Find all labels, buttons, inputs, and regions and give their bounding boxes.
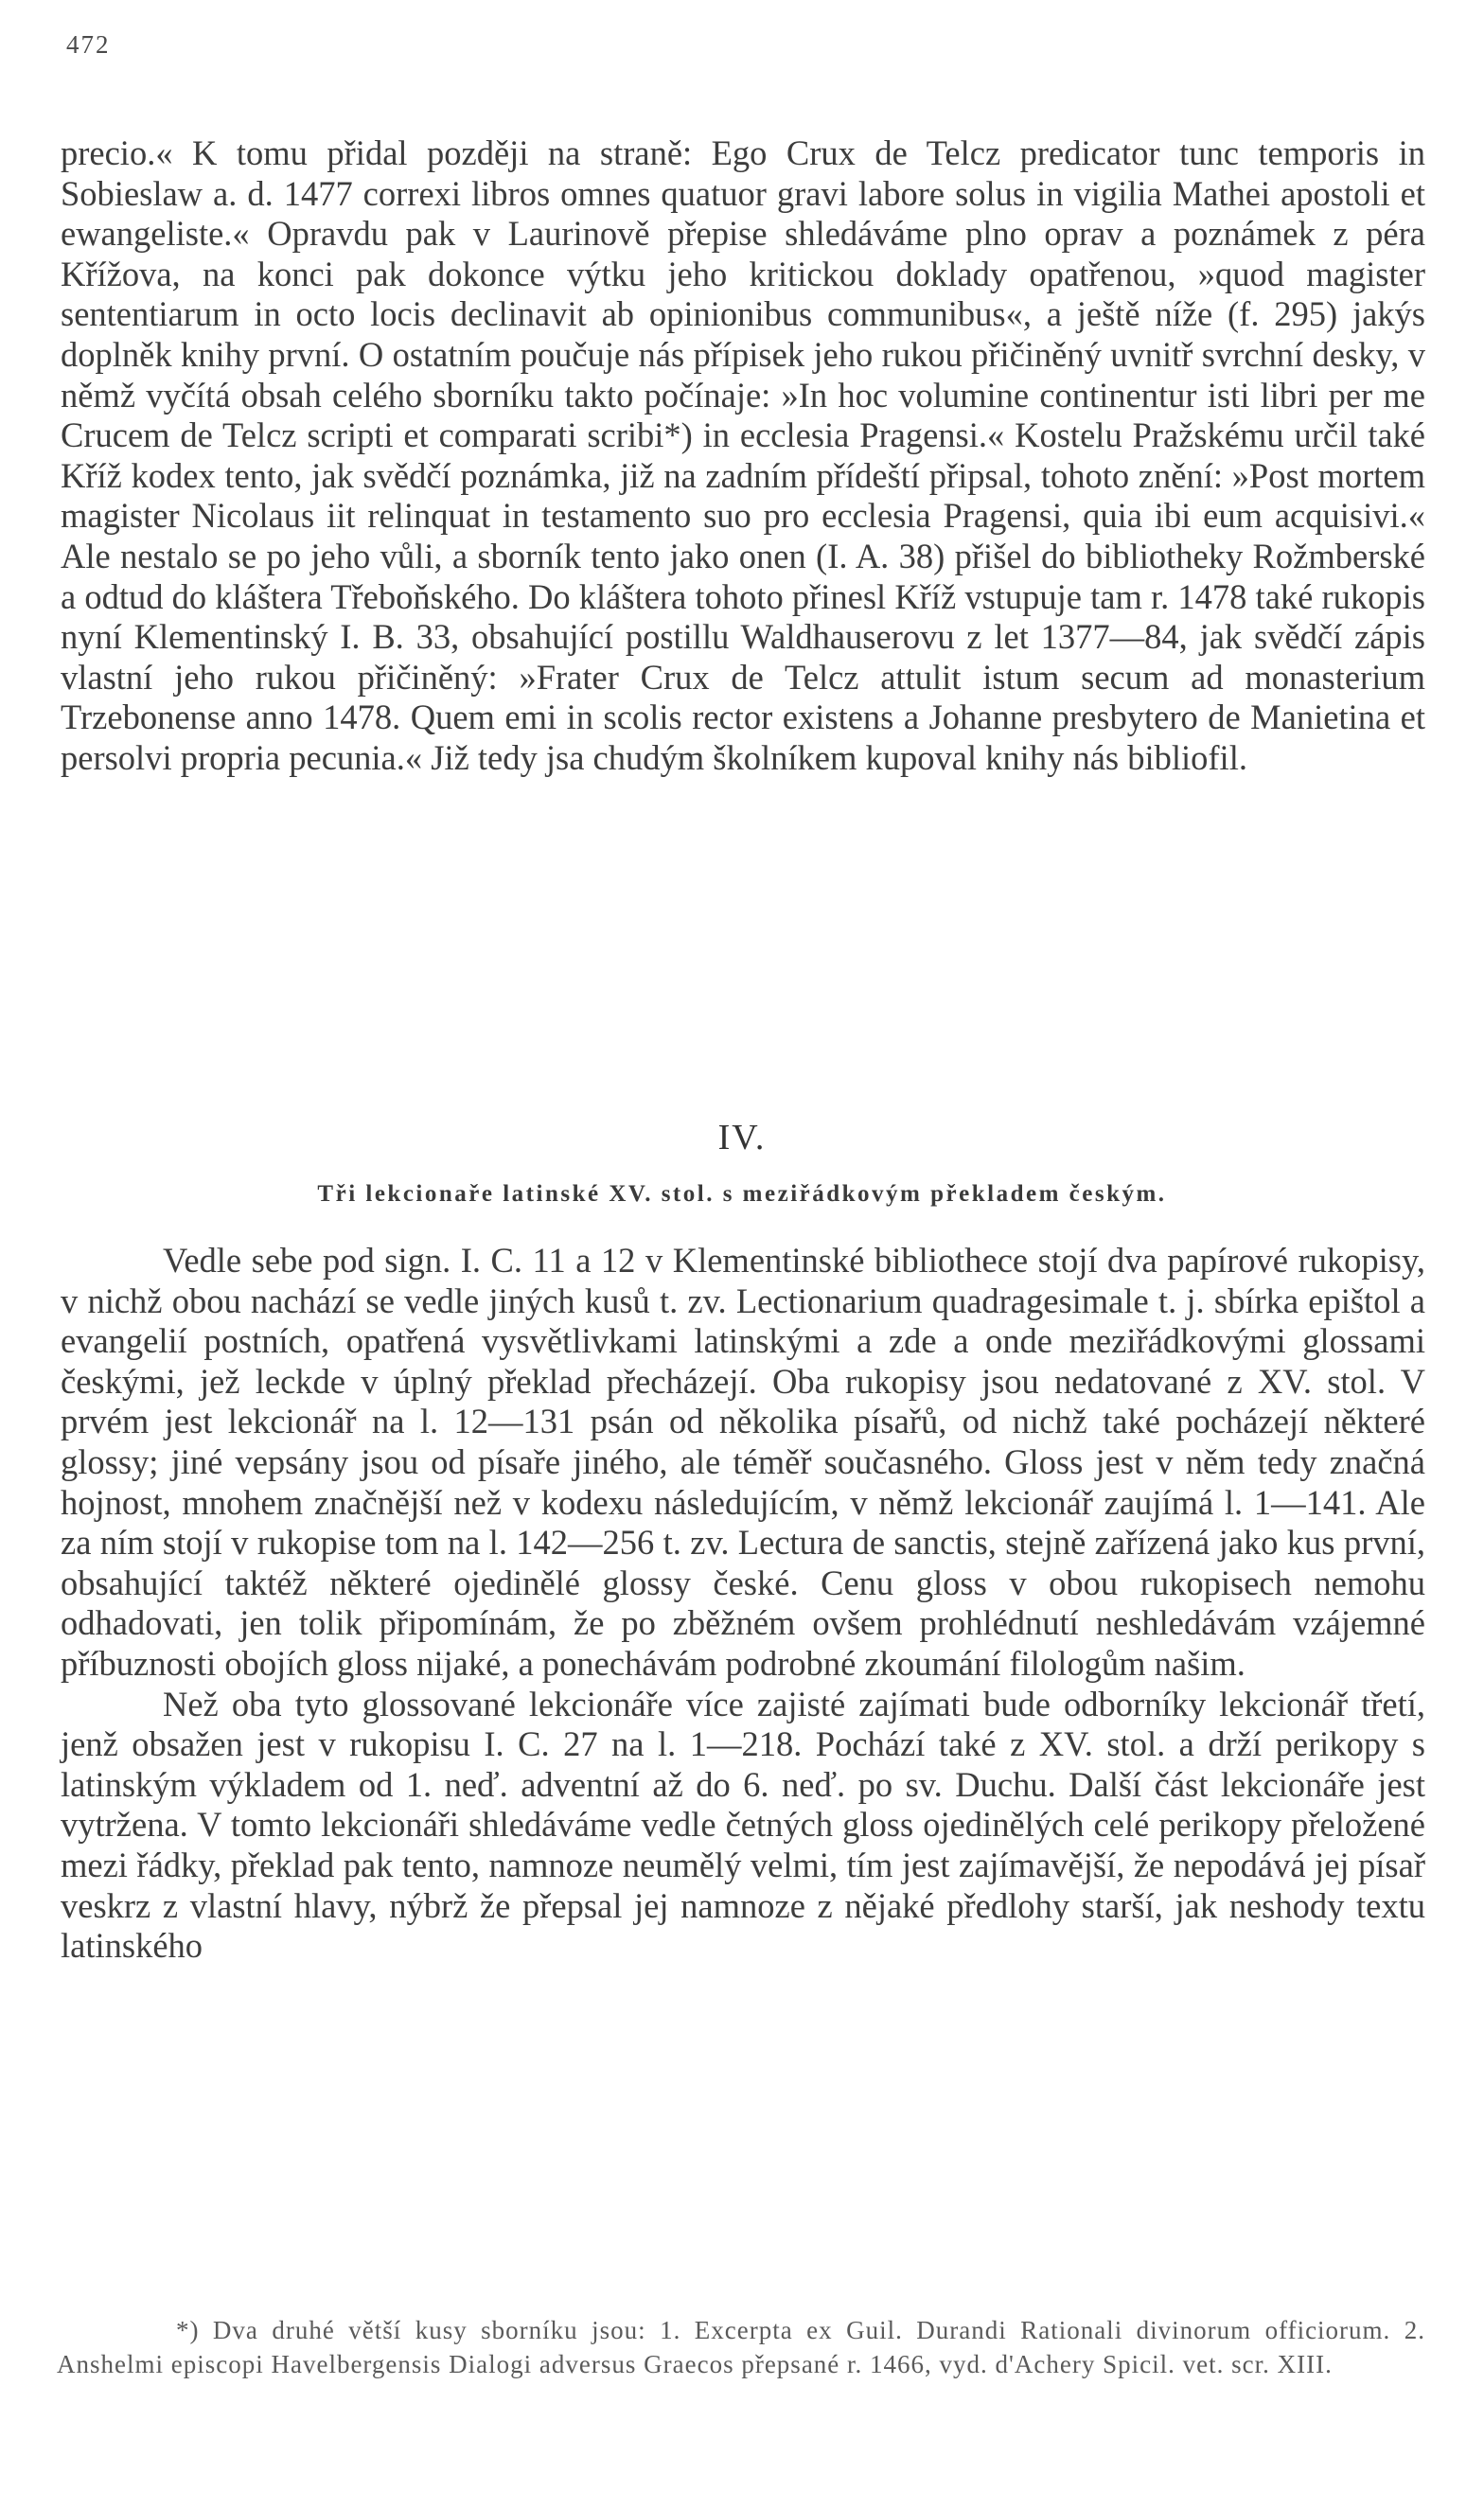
footnote (57, 2313, 1425, 2381)
section-body (61, 1241, 1425, 1967)
page-number: 472 (66, 30, 111, 59)
paragraph: Vedle sebe pod sign. I. C. 11 a 12 v Klementinské bibliothece stojí dva papírové rukopisy, v nichž obou nachází se vedle jiných kusů t. zv. Lectionarium quadragesimale t. j. sbírka epištol a evangelií postních, opatřená vysvětlivkami latinskými a zde a onde meziřádkovými glossami českými, jež leckde v úplný překlad přecházejí. Oba rukopisy jsou nedatované z XV. stol. V prvém jest lekcionář na l. 12—131 psán od několika písařů, od nichž také pocházejí některé glossy; jiné vepsány jsou od písaře jiného, ale téměř současného. Gloss jest v něm tedy značná hojnost, mnohem značnější než v kodexu následujícím, v němž lekcionář zaujímá l. 1—141. Ale za ním stojí v rukopise tom na l. 142—256 t. zv. Lectura de sanctis, stejně zařízená jako kus první, obsahující taktéž některé ojedinělé glossy české. Cenu gloss v obou rukopisech nemohu odhadovati, jen tolik připomínám, že po zběžném ovšem prohlédnutí neshledávám vzájemné příbuznosti obojích gloss nijaké, a ponechávám podrobné zkoumání filologům našim. (61, 1241, 1425, 1683)
section-numeral: IV. (717, 1118, 767, 1157)
section-heading: Tři lekcionaře latinské XV. stol. s meziřádkovým překladem českým. (317, 1181, 1167, 1207)
continuation-paragraph-block (61, 133, 1425, 779)
paragraph: Než oba tyto glossované lekcionáře více zajisté zajímati bude odborníky lekcionář třetí, jenž obsažen jest v rukopisu I. C. 27 na l. 1—218. Pochází také z XV. stol. a drží perikopy s latinským výkladem od 1. neď. adventní až do 6. neď. po sv. Duchu. Další část lekcionáře jest vytržena. V tomto lekcionáři shledáváme vedle četných gloss ojedinělých celé perikopy přeložené mezi řádky, překlad pak tento, namnoze neumělý velmi, tím jest zajímavější, že nepodává jej písař veskrz z vlastní hlavy, nýbrž že přepsal jej namnoze z nějaké předlohy starší, jak neshody textu latinského (61, 1684, 1425, 1966)
footnote-text: *) Dva druhé větší kusy sborníku jsou: 1. Excerpta ex Guil. Durandi Rationali divinorum officiorum. 2. Anshelmi episcopi Havelbergensis Dialogi adversus Graecos přepsané r. 1466, vyd. d'Achery Spicil. vet. scr. XIII. (57, 2316, 1425, 2378)
paragraph: precio.« K tomu přidal později na straně: Ego Crux de Telcz predicator tunc temporis in Sobieslaw a. d. 1477 correxi libros omnes quatuor gravi labore solus in vigilia Mathei apostoli et ewangeliste.« Opravdu pak v Laurinově přepise shledáváme plno oprav a poznámek z péra Křížova, na konci pak dokonce výtku jeho kritickou doklady opatřenou, »quod magister sententiarum in octo locis declinavit ab opinionibus communibus«, a ještě níže (f. 295) jakýs doplněk knihy první. O ostatním poučuje nás přípisek jeho rukou přičiněný uvnitř svrchní desky, v němž vyčítá obsah celého sborníku takto počínaje: »In hoc volumine continentur isti libri per me Crucem de Telcz scripti et comparati scribi*) in ecclesia Pragensi.« Kostelu Pražskému určil také Kříž kodex tento, jak svědčí poznámka, již na zadním přídeští připsal, tohoto znění: »Post mortem magister Nicolaus iit relinquat in testamento suo pro ecclesia Pragensi, quia ibi eum acquisivi.« Ale nestalo se po jeho vůli, a sborník tento jako onen (I. A. 38) přišel do bibliotheky Rožmberské a odtud do kláštera Třeboňského. Do kláštera tohoto přinesl Kříž vstupuje tam r. 1478 také rukopis nyní Klementinský I. B. 33, obsahující postillu Waldhauserovu z let 1377—84, jak svědčí zápis vlastní jeho rukou přičiněný: »Frater Crux de Telcz attulit istum secum ad monasterium Trzebonense anno 1478. Quem emi in scolis rector existens a Johanne presbytero de Manietina et persolvi propria pecunia.« Již tedy jsa chudým školníkem kupoval knihy nás bibliofil. (61, 133, 1425, 777)
